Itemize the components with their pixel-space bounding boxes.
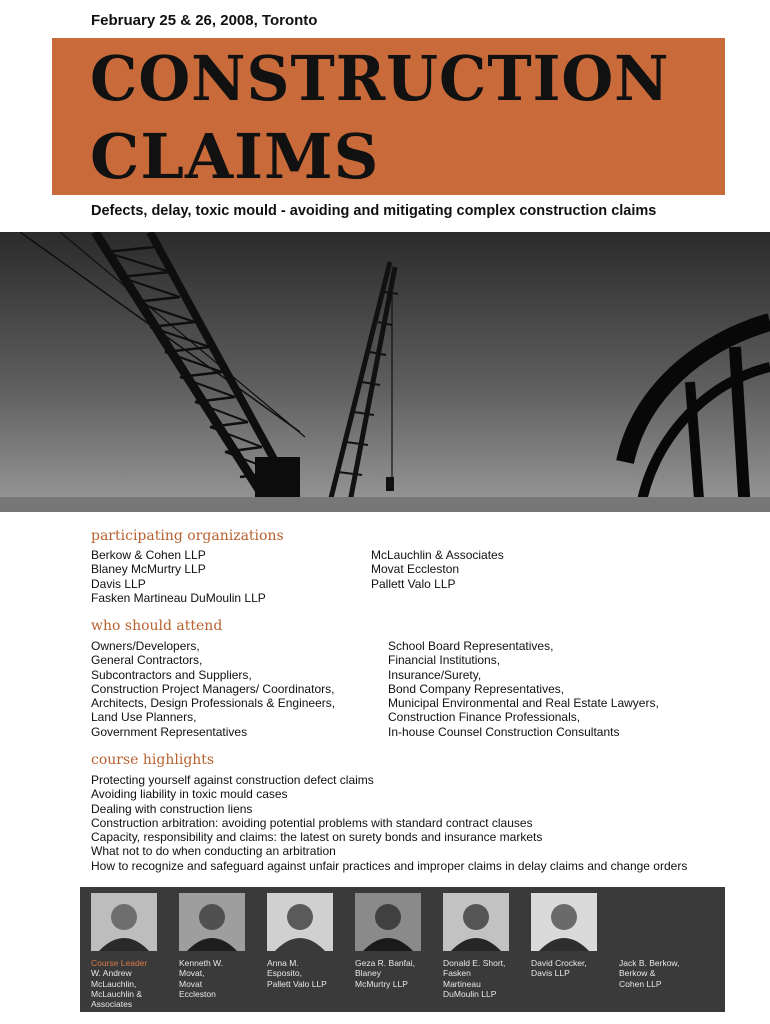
speaker-line: Jack B. Berkow, (619, 958, 680, 968)
attend-list-2 (388, 639, 659, 739)
speaker-line: Esposito, (267, 968, 302, 979)
speaker-card (531, 893, 616, 979)
speaker-photo (267, 893, 333, 951)
speaker-line: DuMoulin LLP (443, 988, 497, 999)
attendee-item: Municipal Environmental and Real Estate Lawyers, (388, 696, 659, 711)
speaker-line: Associates (91, 999, 133, 1010)
speaker-card (179, 893, 264, 999)
attendee-item: Subcontractors and Suppliers, (91, 667, 252, 682)
speaker-photo (531, 893, 597, 951)
attendee-item: School Board Representatives, (388, 639, 554, 653)
attendee-item: Architects, Design Professionals & Engineers, (91, 696, 336, 711)
attendee-item: Insurance/Surety, (388, 667, 482, 682)
highlight-item: How to recognize and safeguard against unfair practices and improper claims in delay claims and change orders (91, 858, 688, 873)
highlight-item: Construction arbitration: avoiding potential problems with standard contract clauses (91, 815, 533, 830)
org-item: Movat Eccleston (371, 562, 460, 577)
attendee-item: Financial Institutions, (388, 653, 501, 668)
speaker-card (267, 893, 352, 989)
speaker-line: Geza R. Banfai, (355, 958, 416, 968)
attendee-item: Bond Company Representatives, (388, 681, 565, 696)
speaker-card (91, 893, 176, 1009)
org-item: Fasken Martineau DuMoulin LLP (91, 590, 266, 605)
speaker-line: Kenneth W. (179, 958, 223, 968)
speaker-card (619, 893, 704, 989)
speaker-card (355, 893, 440, 989)
org-item: Pallett Valo LLP (371, 576, 456, 591)
speaker-line: Davis LLP (531, 968, 570, 979)
speaker-card (443, 893, 528, 999)
speaker-line: Fasken (443, 968, 471, 979)
speaker-line: Cohen LLP (619, 978, 662, 989)
speaker-photo (91, 893, 157, 951)
speaker-line: McMurtry LLP (355, 978, 408, 989)
speaker-line: Anna M. (267, 958, 299, 968)
attendee-item: Government Representatives (91, 724, 248, 739)
org-item: Davis LLP (91, 576, 146, 591)
highlight-item: Dealing with construction liens (91, 801, 253, 816)
speaker-photo-placeholder (619, 893, 704, 951)
speaker-line: McLauchlin, (91, 978, 137, 989)
attend-heading: who should attend (91, 618, 223, 634)
highlight-item: Protecting yourself against construction defect claims (91, 773, 374, 787)
speaker-band (80, 887, 725, 1012)
event-date: February 25 & 26, 2008, Toronto (91, 12, 318, 29)
attendee-item: Construction Project Managers/ Coordinators, (91, 681, 335, 696)
attendee-item: In-house Counsel Construction Consultants (388, 724, 620, 739)
attendee-item: Owners/Developers, (91, 639, 200, 653)
speaker-photo (179, 893, 245, 951)
attend-list-1 (91, 639, 335, 739)
course-leader-label: Course Leader (91, 958, 148, 968)
attendee-item: Construction Finance Professionals, (388, 710, 581, 725)
title-line-1: CONSTRUCTION (90, 42, 670, 115)
participating-list-1 (91, 548, 266, 605)
speaker-line: W. Andrew (91, 968, 132, 979)
speaker-line: Blaney (355, 968, 381, 979)
attendee-item: General Contractors, (91, 653, 203, 668)
speaker-line: Martineau (443, 978, 481, 989)
speaker-line: Movat, (179, 968, 205, 979)
highlights-list (91, 773, 687, 873)
speaker-line: Eccleston (179, 988, 216, 999)
speaker-line: Pallett Valo LLP (267, 978, 327, 989)
highlights-heading: course highlights (91, 752, 215, 768)
org-item: Berkow & Cohen LLP (91, 548, 206, 562)
participating-list-2 (371, 548, 504, 591)
attendee-item: Land Use Planners, (91, 710, 197, 725)
speaker-photo (355, 893, 421, 951)
crane-photo (0, 232, 770, 512)
title-line-2: CLAIMS (90, 120, 380, 193)
highlight-item: What not to do when conducting an arbitration (91, 844, 336, 859)
org-item: McLauchlin & Associates (371, 548, 504, 562)
speaker-line: Movat (179, 978, 203, 989)
org-item: Blaney McMurtry LLP (91, 562, 206, 577)
title-banner (52, 38, 725, 195)
speaker-line: McLauchlin & (91, 988, 143, 999)
participating-heading: participating organizations (91, 528, 284, 544)
speaker-line: Donald E. Short, (443, 958, 506, 968)
speaker-line: Berkow & (619, 968, 656, 979)
speaker-photo (443, 893, 509, 951)
highlight-item: Capacity, responsibility and claims: the latest on surety bonds and insurance markets (91, 830, 543, 845)
subtitle: Defects, delay, toxic mould - avoiding and mitigating complex construction claims (91, 203, 657, 219)
highlight-item: Avoiding liability in toxic mould cases (91, 787, 288, 802)
speaker-line: David Crocker, (531, 958, 587, 968)
